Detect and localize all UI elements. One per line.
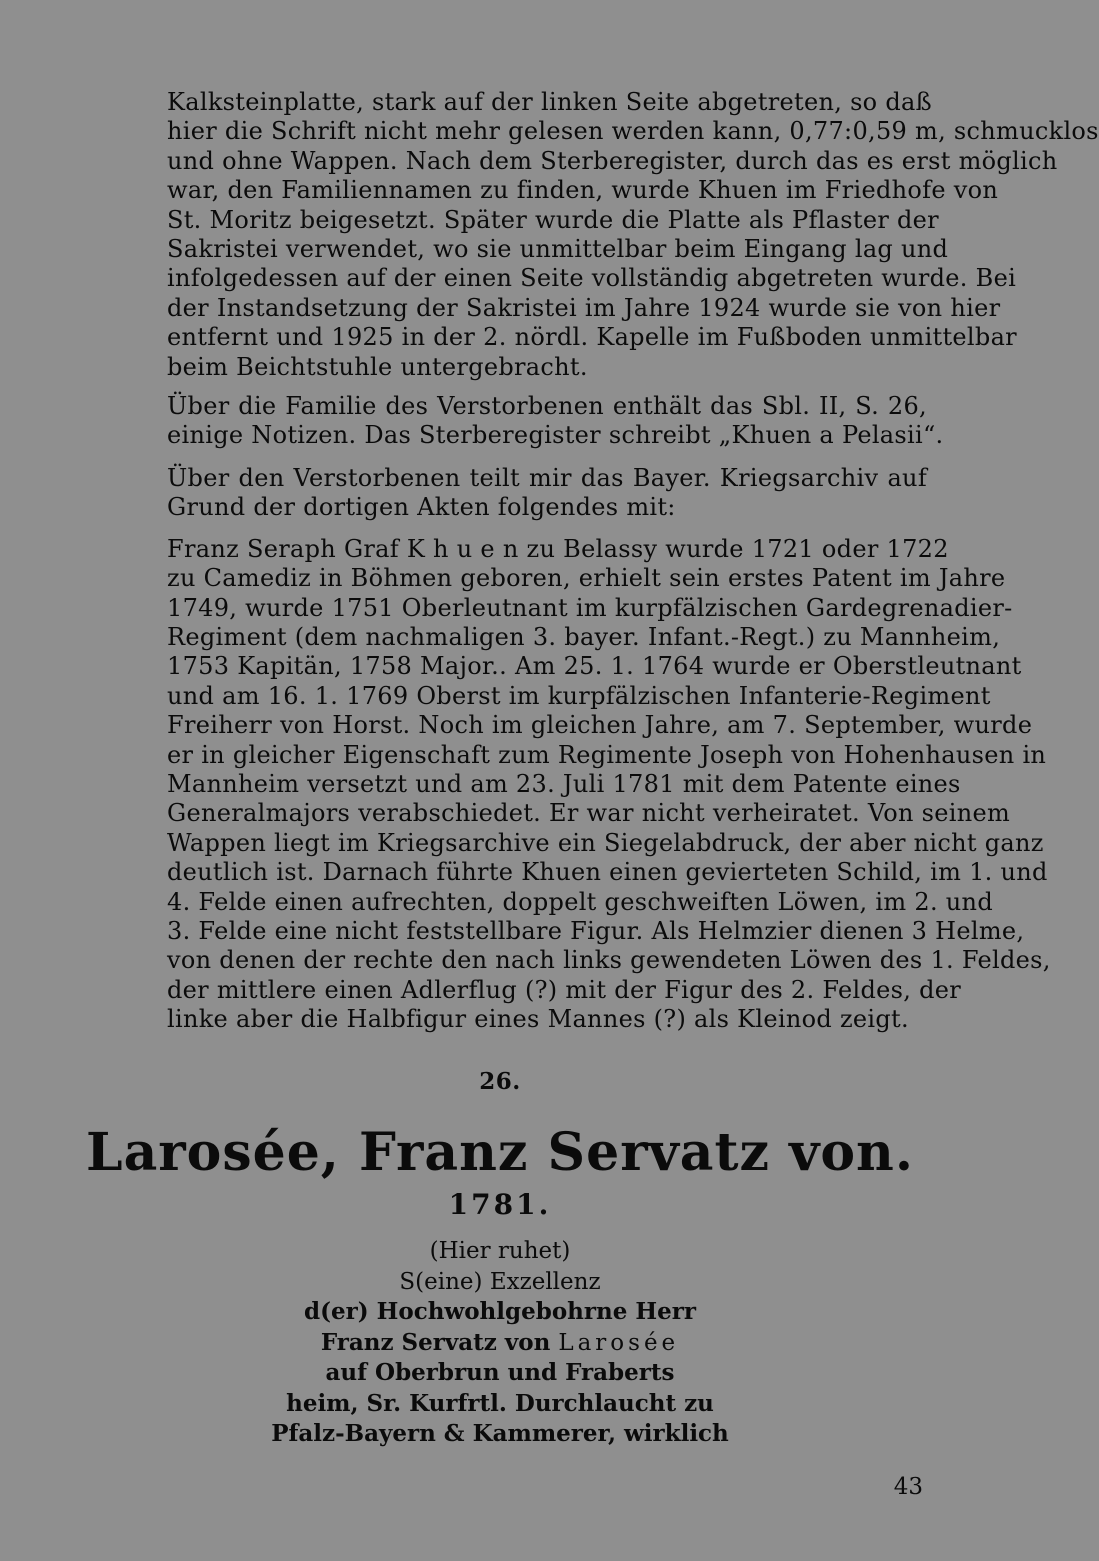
text-line: beim Beichtstuhle untergebracht. [167, 352, 588, 381]
text-line: Über den Verstorbenen teilt mir das Bayer. Kriegsarchiv auf [167, 463, 927, 492]
text-line: Sakristei verwendet, wo sie unmittelbar beim Eingang lag und [167, 235, 949, 264]
text-line: infolgedessen auf der einen Seite vollständig abgetreten wurde. Bei [167, 264, 1017, 293]
text-line: Mannheim versetzt und am 23. Juli 1781 mit dem Patente eines [167, 769, 961, 798]
paragraph-family-notes [103, 392, 944, 451]
section-heading: Larosée, Franz Servatz von. [86, 1122, 914, 1183]
text-line: und ohne Wappen. Nach dem Sterberegister, durch das es erst möglich [167, 146, 1058, 175]
text-line: war, den Familiennamen zu finden, wurde Khuen im Friedhofe von [167, 176, 999, 205]
inscription-line: d(er) Hochwohlgebohrne Herr [304, 1298, 696, 1325]
text-line: und am 16. 1. 1769 Oberst im kurpfälzischen Infanterie-Regiment [167, 681, 991, 710]
text-line: der mittlere einen Adlerflug (?) mit der Figur des 2. Feldes, der [167, 975, 962, 1004]
section-number: 26. [479, 1068, 521, 1095]
text-line: Grund der dortigen Akten folgendes mit: [167, 493, 676, 522]
page-body [103, 88, 1099, 1035]
paragraph-gravestone-description [103, 88, 1099, 382]
inscription-text [0, 1236, 1000, 1450]
inscription-line: auf Oberbrun und Fraberts [325, 1359, 675, 1386]
text-line: einige Notizen. Das Sterberegister schreibt „Khuen a Pelasii“. [167, 421, 944, 450]
text-line: St. Moritz beigesetzt. Später wurde die Platte als Pflaster der [167, 205, 939, 234]
inscription-line: heim, Sr. Kurfrtl. Durchlaucht zu [286, 1389, 714, 1417]
paragraph-biography [103, 534, 1051, 1035]
text-line: er in gleicher Eigenschaft zum Regimente Joseph von Hohenhausen in [167, 740, 1047, 769]
section-year: 1781. [448, 1188, 552, 1221]
inscription-line: Pfalz-Bayern & Kammerer, wirklich [271, 1420, 729, 1447]
page-number: 43 [893, 1474, 923, 1500]
text-line: linke aber die Halbfigur eines Mannes (?) als Kleinod zeigt. [167, 1005, 909, 1034]
inscription-line: S(eine) Exzellenz [399, 1268, 601, 1295]
text-line: Generalmajors verabschiedet. Er war nicht verheiratet. Von seinem [167, 799, 1011, 828]
text-line: 1749, wurde 1751 Oberleutnant im kurpfälzischen Gardegrenadier- [167, 593, 1013, 622]
text-line: entfernt und 1925 in der 2. nördl. Kapelle im Fußboden unmittelbar [167, 323, 1017, 352]
text-line: Über die Familie des Verstorbenen enthält das Sbl. II, S. 26, [167, 392, 927, 421]
text-line: zu Camediz in Böhmen geboren, erhielt sein erstes Patent im Jahre [167, 564, 1006, 593]
paragraph-war-archive-intro [103, 464, 927, 523]
inscription-name: Franz Servatz von [320, 1328, 551, 1356]
text-line: Freiherr von Horst. Noch im gleichen Jahre, am 7. September, wurde [167, 711, 1033, 740]
inscription-surname: Larosée [558, 1329, 680, 1356]
text-line: 4. Felde einen aufrechten, doppelt geschweiften Löwen, im 2. und [167, 887, 993, 916]
text-line: 3. Felde eine nicht feststellbare Figur. Als Helmzier dienen 3 Helme, [167, 916, 1025, 945]
inscription-line: (Hier ruhet) [429, 1238, 571, 1264]
text-line: Wappen liegt im Kriegsarchive ein Siegelabdruck, der aber nicht ganz [167, 828, 1044, 857]
text-line: Kalksteinplatte, stark auf der linken Seite abgetreten, so daß [167, 88, 932, 116]
text-line: Regiment (dem nachmaligen 3. bayer. Infant.-Regt.) zu Mannheim, [167, 622, 1001, 651]
text-line: Franz Seraph Graf K h u e n zu Belassy wurde 1721 oder 1722 [167, 534, 949, 563]
text-line: hier die Schrift nicht mehr gelesen werden kann, 0,77:0,59 m, schmucklos [167, 117, 1099, 146]
inscription-line [0, 1328, 1000, 1359]
text-line: von denen der rechte den nach links gewendeten Löwen des 1. Feldes, [167, 946, 1051, 975]
text-line: deutlich ist. Darnach führte Khuen einen gevierteten Schild, im 1. und [167, 858, 1048, 887]
text-line: 1753 Kapitän, 1758 Major.. Am 25. 1. 1764 wurde er Oberstleutnant [167, 652, 1022, 681]
text-line: der Instandsetzung der Sakristei im Jahre 1924 wurde sie von hier [167, 293, 1001, 322]
